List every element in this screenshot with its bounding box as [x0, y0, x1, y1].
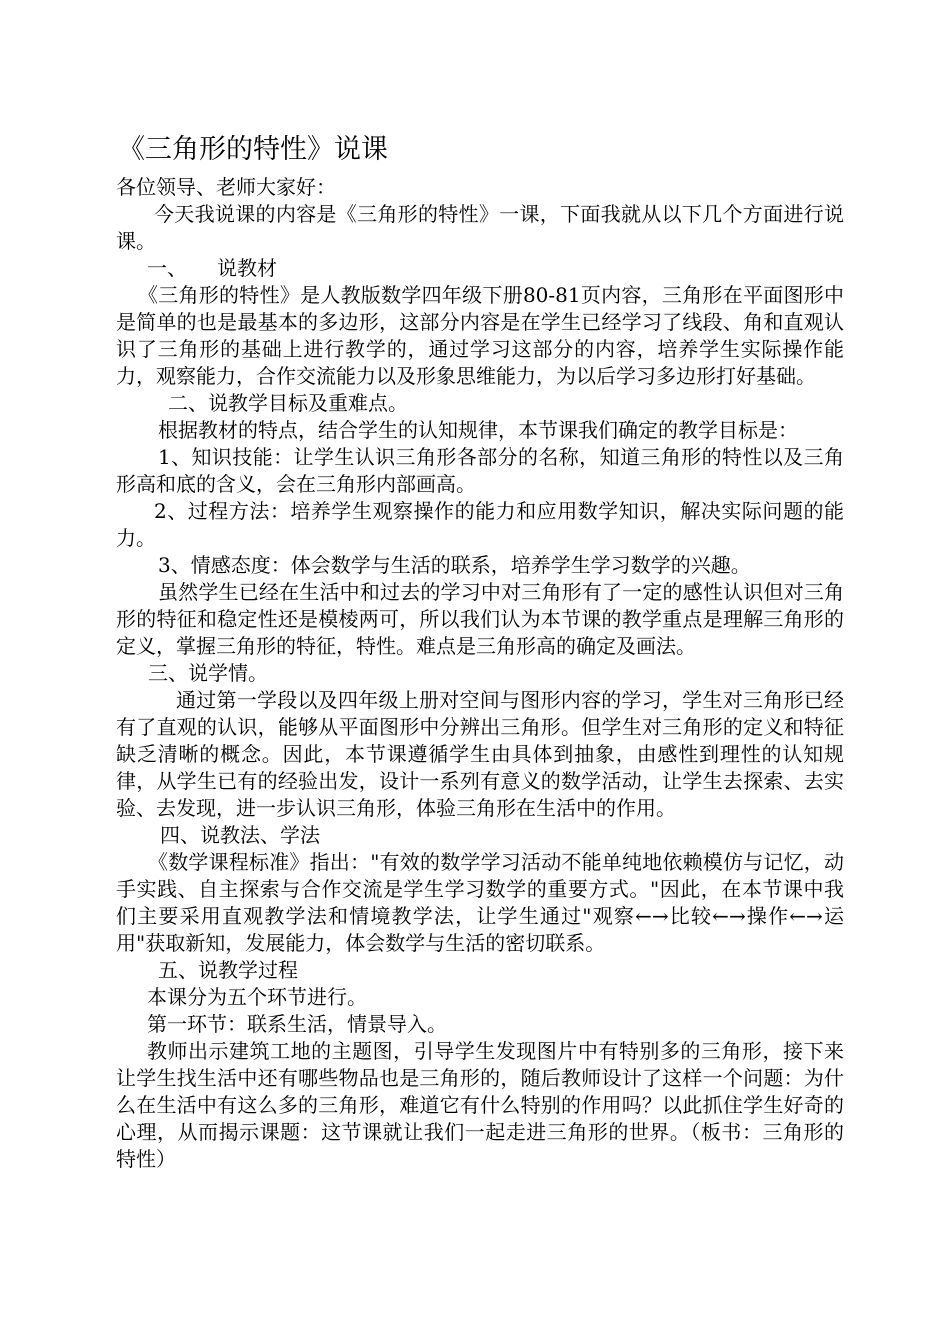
section-heading-process: 五、说教学过程	[158, 958, 298, 982]
process-overview: 本课分为五个环节进行。	[147, 985, 367, 1009]
key-points-paragraph: 虽然学生已经在生活中和过去的学习中对三角形有了一定的感性认识但对三角形的特征和稳定性还是模棱两可，所以我们认为本节课的教学重点是理解三角形的定义，掌握三角形的特征，特性。难点是三角形高的确定及画法。	[116, 580, 844, 658]
learners-paragraph: 通过第一学段以及四年级上册对空间与图形内容的学习，学生对三角形已经有了直观的认识，能够从平面图形中分辨出三角形。但学生对三角形的定义和特征缺乏清晰的概念。因此，本节课遵循学生由具体到抽象，由感性到理性的认知规律，从学生已有的经验出发，设计一系列有意义的数学活动，让学生去探索、去实验、去发现，进一步认识三角形，体验三角形在生活中的作用。	[116, 688, 844, 820]
objective-process: 2、过程方法：培养学生观察操作的能力和应用数学知识，解决实际问题的能力。	[116, 499, 844, 550]
document-body	[116, 174, 844, 1173]
section-heading-textbook: 一、 说教材	[147, 256, 277, 280]
objective-attitude: 3、情感态度：体会数学与生活的联系，培养学生学习数学的兴趣。	[158, 553, 751, 577]
step-one-paragraph: 教师出示建筑工地的主题图，引导学生发现图片中有特别多的三角形，接下来让学生找生活中还有哪些物品也是三角形的，随后教师设计了这样一个问题：为什么在生活中有这么多的三角形，难道它有什么特别的作用吗？以此抓住学生好奇的心理，从而揭示课题：这节课就让我们一起走进三角形的世界。（板书：三角形的特性）	[116, 1039, 844, 1171]
objectives-lead: 根据教材的特点，结合学生的认知规律，本节课我们确定的教学目标是：	[158, 418, 798, 442]
section-heading-learners: 三、说学情。	[148, 661, 268, 685]
section-heading-objectives: 二、说教学目标及重难点。	[168, 391, 408, 415]
textbook-paragraph: 《三角形的特性》是人教版数学四年级下册80-81页内容，三角形在平面图形中是简单的也是最基本的多边形，这部分内容是在学生已经学习了线段、角和直观认识了三角形的基础上进行教学的，通过学习这部分的内容，培养学生实际操作能力，观察能力，合作交流能力以及形象思维能力，为以后学习多边形打好基础。	[116, 283, 844, 388]
intro-paragraph: 今天我说课的内容是《三角形的特性》一课，下面我就从以下几个方面进行说课。	[116, 202, 844, 253]
process-step-one: 第一环节：联系生活，情景导入。	[147, 1012, 447, 1036]
greeting: 各位领导、老师大家好：	[116, 175, 336, 199]
document-title: 《三角形的特性》说课	[118, 134, 388, 165]
objective-knowledge: 1、知识技能：让学生认识三角形各部分的名称，知道三角形的特性以及三角形高和底的含义，会在三角形内部画高。	[116, 445, 844, 496]
section-heading-methods: 四、说教法、学法	[160, 823, 320, 847]
methods-paragraph: 《数学课程标准》指出："有效的数学学习活动不能单纯地依赖模仿与记忆，动手实践、自主探索与合作交流是学生学习数学的重要方式。"因此，在本节课中我们主要采用直观教学法和情境教学法，让学生通过"观察←→比较←→操作←→运用"获取新知，发展能力，体会数学与生活的密切联系。	[116, 850, 844, 955]
